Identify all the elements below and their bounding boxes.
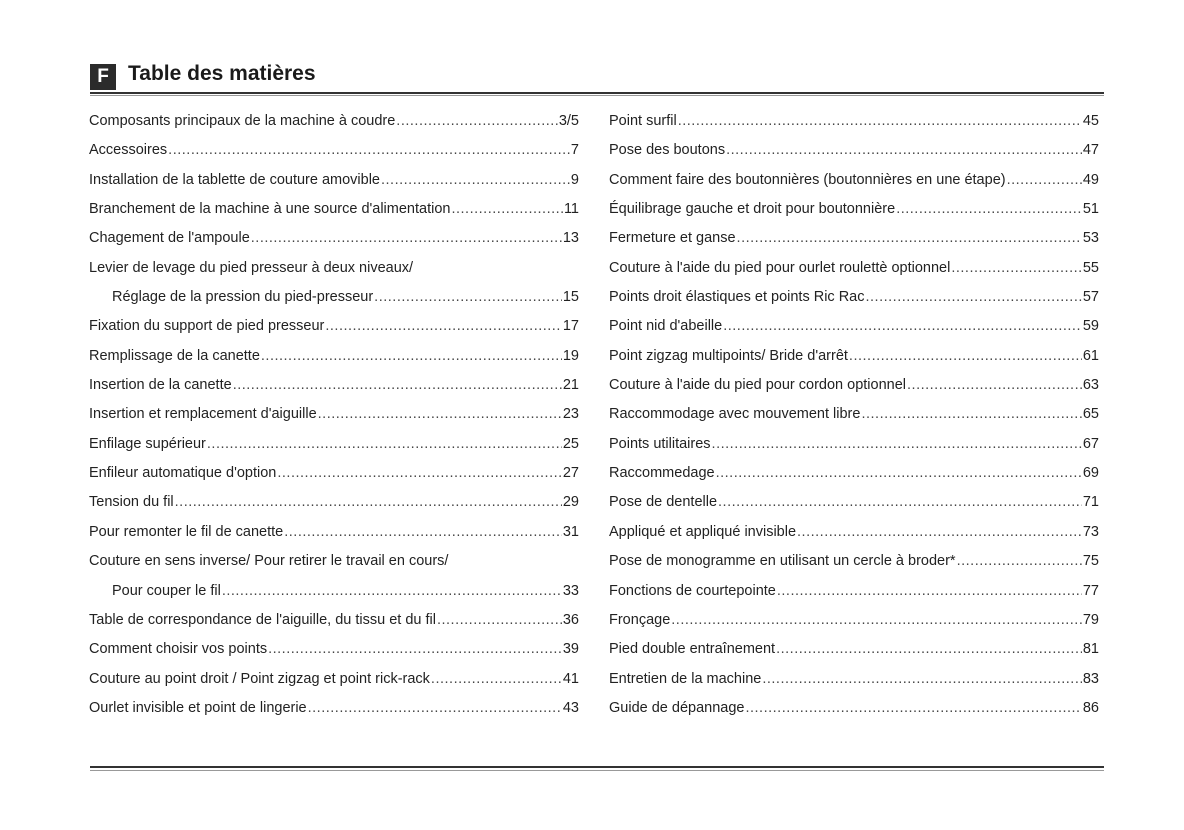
dot-leader <box>861 406 1081 422</box>
toc-entry-page: 57 <box>1082 289 1099 306</box>
dot-leader <box>777 583 1082 599</box>
toc-entry[interactable] <box>609 142 1099 171</box>
dot-leader <box>222 583 562 599</box>
dot-leader <box>451 201 562 217</box>
toc-entry-title: Pose de dentelle <box>609 494 718 511</box>
dot-leader <box>207 436 562 452</box>
toc-entry[interactable] <box>609 583 1099 612</box>
toc-entry-title: Composants principaux de la machine à coudre <box>89 113 396 129</box>
toc-entry-page: 17 <box>562 318 579 335</box>
toc-entry[interactable] <box>89 348 579 377</box>
toc-entry-page: 71 <box>1082 494 1099 511</box>
footer-rule <box>90 766 1104 768</box>
toc-entry-page: 33 <box>562 582 579 599</box>
toc-entry-page: 81 <box>1082 641 1099 658</box>
toc-entry-page: 13 <box>562 230 579 247</box>
toc-entry[interactable] <box>89 671 579 700</box>
toc-entry-page: 7 <box>570 142 579 159</box>
toc-entry-page: 65 <box>1082 406 1099 423</box>
toc-entry-page: 75 <box>1082 553 1099 570</box>
toc-entry-title: Fonctions de courtepointe <box>609 582 776 599</box>
toc-entry-title: Appliqué et appliqué invisible <box>609 523 797 540</box>
toc-entry[interactable] <box>89 553 579 582</box>
toc-entry-page: 49 <box>1082 171 1099 188</box>
dot-leader <box>849 348 1082 364</box>
toc-entry-page: 55 <box>1082 259 1099 276</box>
dot-leader <box>907 377 1082 393</box>
dot-leader <box>325 318 561 334</box>
toc-entry-page: 19 <box>562 347 579 364</box>
dot-leader <box>718 494 1082 510</box>
toc-entry-page: 27 <box>562 465 579 482</box>
toc-entry-title: Pour couper le fil <box>112 582 221 599</box>
dot-leader <box>284 524 562 540</box>
toc-entry[interactable] <box>89 612 579 641</box>
dot-leader <box>678 113 1082 129</box>
toc-entry[interactable] <box>89 172 579 201</box>
dot-leader <box>726 142 1082 158</box>
toc-entry[interactable] <box>609 553 1099 582</box>
toc-entry[interactable] <box>89 377 579 406</box>
toc-entry[interactable] <box>609 377 1099 406</box>
toc-entry[interactable] <box>609 524 1099 553</box>
toc-entry[interactable] <box>609 348 1099 377</box>
footer-rule-thin <box>90 770 1104 771</box>
dot-leader <box>374 289 562 305</box>
toc-entry-page: 73 <box>1082 523 1099 540</box>
toc-entry-page: 15 <box>562 289 579 306</box>
toc-entry[interactable] <box>609 318 1099 347</box>
dot-leader <box>896 201 1082 217</box>
toc-entry[interactable] <box>609 230 1099 259</box>
toc-entry-page: 29 <box>562 494 579 511</box>
toc-entry-title: Tension du fil <box>89 494 174 511</box>
toc-entry-title: Comment choisir vos points <box>89 641 268 658</box>
toc-entry-page: 41 <box>562 670 579 687</box>
toc-entry[interactable] <box>89 641 579 670</box>
toc-entry-page: 69 <box>1082 465 1099 482</box>
toc-entry-title: Fronçage <box>609 611 671 628</box>
toc-entry-page: 45 <box>1082 113 1099 129</box>
dot-leader <box>866 289 1082 305</box>
toc-entry[interactable] <box>89 700 579 729</box>
dot-leader <box>261 348 562 364</box>
dot-leader <box>762 671 1082 687</box>
toc-entry[interactable] <box>89 113 579 142</box>
toc-entry-title: Accessoires <box>89 142 168 159</box>
toc-entry[interactable] <box>89 524 579 553</box>
toc-entry-title: Comment faire des boutonnières (boutonnières en une étape) <box>609 171 1006 188</box>
toc-entry[interactable] <box>609 260 1099 289</box>
toc-entry-page: 53 <box>1082 230 1099 247</box>
toc-entry-title: Couture à l'aide du pied pour cordon optionnel <box>609 377 907 394</box>
header-rule-thin <box>90 95 1104 96</box>
toc-entry-title: Pose de monogramme en utilisant un cercle à broder* <box>609 553 956 570</box>
toc-entry-page: 59 <box>1082 318 1099 335</box>
toc-entry-page: 9 <box>570 171 579 188</box>
dot-leader <box>776 641 1082 657</box>
dot-leader <box>737 230 1082 246</box>
toc-entry-page: 47 <box>1082 142 1099 159</box>
toc-entry[interactable] <box>89 318 579 347</box>
dot-leader <box>396 113 558 129</box>
toc-entry-page: 79 <box>1082 611 1099 628</box>
toc-entry[interactable] <box>89 201 579 230</box>
toc-entry[interactable] <box>89 406 579 435</box>
page-title: Table des matières <box>128 62 316 85</box>
toc-entry-title: Entretien de la machine <box>609 670 762 687</box>
toc-entry-page: 83 <box>1082 670 1099 687</box>
toc-entry-page: 36 <box>562 611 579 628</box>
dot-leader <box>745 700 1081 716</box>
toc-entry-title: Insertion de la canette <box>89 377 232 394</box>
dot-leader <box>716 465 1082 481</box>
dot-leader <box>957 553 1082 569</box>
page-header <box>90 60 1104 92</box>
toc-entry-title: Insertion et remplacement d'aiguille <box>89 406 317 423</box>
toc-entry[interactable] <box>609 641 1099 670</box>
toc-entry[interactable] <box>89 260 579 289</box>
toc-entry-page: 67 <box>1082 435 1099 452</box>
toc-entry-title: Fixation du support de pied presseur <box>89 318 325 335</box>
dot-leader <box>308 700 562 716</box>
toc-entry-title: Installation de la tablette de couture amovible <box>89 171 380 188</box>
toc-entry-page: 23 <box>562 406 579 423</box>
toc-entry[interactable] <box>609 113 1099 142</box>
toc-entry-title: Réglage de la pression du pied-presseur <box>112 289 374 306</box>
toc-entry[interactable] <box>609 700 1099 729</box>
toc-entry-title: Point zigzag multipoints/ Bride d'arrêt <box>609 347 848 364</box>
dot-leader <box>797 524 1082 540</box>
toc-entry-title: Remplissage de la canette <box>89 347 260 364</box>
toc-entry-page: 43 <box>562 699 579 716</box>
toc-entry-title: Point nid d'abeille <box>609 318 723 335</box>
toc-entry-page: 3/5 <box>558 113 579 129</box>
toc-entry-title: Enfilage supérieur <box>89 435 206 452</box>
toc-entry[interactable] <box>89 465 579 494</box>
toc-entry-title: Point surfil <box>609 113 677 129</box>
toc-column-left <box>89 113 579 729</box>
toc-entry-title: Équilibrage gauche et droit pour boutonnière <box>609 201 896 218</box>
toc-entry-page: 39 <box>562 641 579 658</box>
dot-leader <box>431 671 562 687</box>
dot-leader <box>1007 172 1082 188</box>
toc-entry-title: Raccommedage <box>609 465 715 482</box>
toc-entry-page: 25 <box>562 435 579 452</box>
toc-entry-title: Guide de dépannage <box>609 699 745 716</box>
toc-entry[interactable] <box>89 142 579 171</box>
toc-entry-title: Levier de levage du pied presseur à deux niveaux/ <box>89 259 414 276</box>
toc-entry-title: Pour remonter le fil de canette <box>89 523 284 540</box>
toc-entry-title: Raccommodage avec mouvement libre <box>609 406 861 423</box>
toc-entry[interactable] <box>609 406 1099 435</box>
language-badge: F <box>90 64 116 90</box>
toc-entry-title: Points utilitaires <box>609 435 711 452</box>
dot-leader <box>277 465 561 481</box>
toc-entry-page: 77 <box>1082 582 1099 599</box>
header-rule <box>90 92 1104 94</box>
toc-entry-page: 63 <box>1082 377 1099 394</box>
dot-leader <box>381 172 570 188</box>
toc-entry-title: Table de correspondance de l'aiguille, du tissu et du fil <box>89 611 436 628</box>
toc-entry[interactable] <box>609 612 1099 641</box>
toc-entry[interactable] <box>89 230 579 259</box>
dot-leader <box>168 142 570 158</box>
dot-leader <box>233 377 562 393</box>
toc-entry-title: Points droit élastiques et points Ric Rac <box>609 289 865 306</box>
dot-leader <box>723 318 1082 334</box>
toc-entry[interactable] <box>89 436 579 465</box>
toc-entry-title: Branchement de la machine à une source d'alimentation <box>89 201 451 218</box>
dot-leader <box>712 436 1082 452</box>
dot-leader <box>437 612 562 628</box>
toc-entry-page: 31 <box>562 523 579 540</box>
toc-entry-title: Pied double entraînement <box>609 641 776 658</box>
toc-column-right <box>609 113 1099 729</box>
toc-entry[interactable] <box>609 172 1099 201</box>
dot-leader <box>251 230 562 246</box>
toc-entry[interactable] <box>609 494 1099 523</box>
toc-entry[interactable] <box>89 583 579 612</box>
toc-entry-title: Couture en sens inverse/ Pour retirer le travail en cours/ <box>89 553 449 570</box>
toc-entry-title: Chagement de l'ampoule <box>89 230 250 247</box>
dot-leader <box>268 641 562 657</box>
toc-entry-page: 21 <box>562 377 579 394</box>
toc-entry-page: 51 <box>1082 201 1099 218</box>
toc-entry[interactable] <box>89 289 579 318</box>
toc-entry-title: Ourlet invisible et point de lingerie <box>89 699 307 716</box>
toc-entry[interactable] <box>609 465 1099 494</box>
toc-entry[interactable] <box>609 289 1099 318</box>
dot-leader <box>175 494 562 510</box>
toc-entry-title: Fermeture et ganse <box>609 230 736 247</box>
dot-leader <box>318 406 562 422</box>
toc-entry-page: 61 <box>1082 347 1099 364</box>
toc-entry-title: Enfileur automatique d'option <box>89 465 277 482</box>
toc-entry[interactable] <box>89 494 579 523</box>
toc-entry[interactable] <box>609 671 1099 700</box>
toc-entry-title: Couture au point droit / Point zigzag et point rick-rack <box>89 670 430 687</box>
toc-entry[interactable] <box>609 436 1099 465</box>
toc-entry-title: Pose des boutons <box>609 142 726 159</box>
toc-entry-title: Couture à l'aide du pied pour ourlet roulettè optionnel <box>609 259 951 276</box>
toc-entry-page: 11 <box>563 201 579 218</box>
toc-entry[interactable] <box>609 201 1099 230</box>
toc-entry-page: 86 <box>1082 699 1099 716</box>
dot-leader <box>671 612 1082 628</box>
dot-leader <box>951 260 1082 276</box>
